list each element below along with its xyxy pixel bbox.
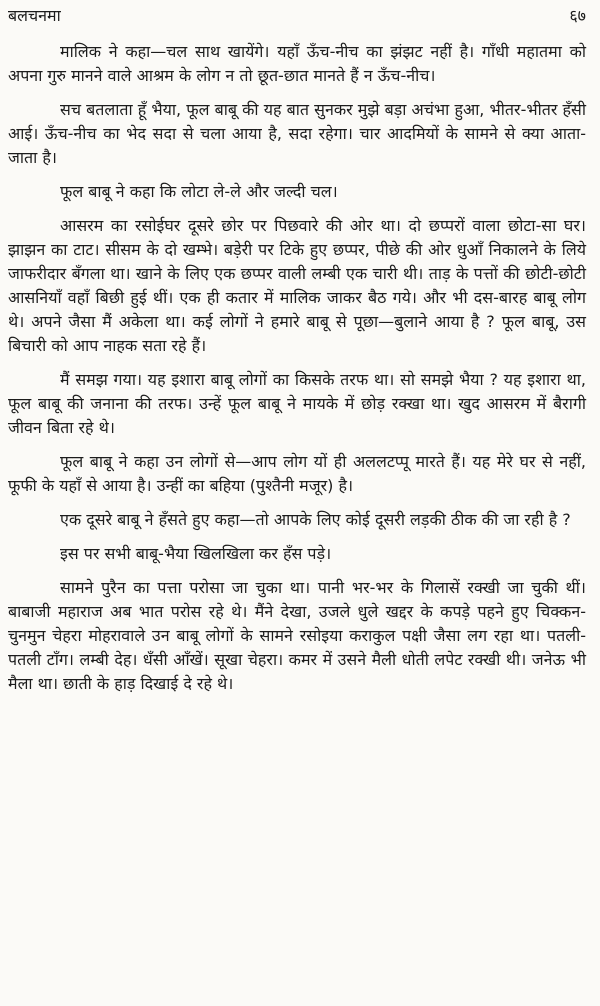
paragraph: इस पर सभी बाबू-भैया खिलखिला कर हँस पड़े। xyxy=(60,544,332,563)
paragraph: फूल बाबू ने कहा उन लोगों से—आप लोग यों ही अललटप्पू मारते हैं। यह मेरे घर से नहीं, फूफी के यहाँ से आया है। उन्हीं का बहिया (पुश्तैनी मजूर) है। xyxy=(8,452,586,495)
paragraph: एक दूसरे बाबू ने हँसते हुए कहा—तो आपके लिए कोई दूसरी लड़की ठीक की जा रही है ? xyxy=(60,510,571,529)
paragraph: मैं समझ गया। यह इशारा बाबू लोगों का किसके तरफ था। सो समझे भैया ? यह इशारा था, फूल बाबू की जनाना की तरफ। उन्हें फूल बाबू ने मायके में छोड़ रक्खा था। खुद आसरम में बैरागी जीवन बिता रहे थे। xyxy=(8,370,586,437)
paragraph: सच बतलाता हूँ भैया, फूल बाबू की यह बात सुनकर मुझे बड़ा अचंभा हुआ, भीतर-भीतर हँसी आई। ऊँच-नीच का भेद सदा से चला आया है, सदा रहेगा। चार आदमियों के सामने से क्या आता-जाता है। xyxy=(8,100,586,167)
running-title: बलचनमा xyxy=(8,6,61,25)
paragraph: सामने पुरैन का पत्ता परोसा जा चुका था। पानी भर-भर के गिलासें रक्खी जा चुकी थीं। बाबाजी महाराज अब भात परोस रहे थे। मैंने देखा, उजले धुले खद्दर के कपड़े पहने हुए चिक्कन-चुनमुन चेहरा मोहरावाले उन बाबू लोगों के सामने रसोइया कराकुल पक्षी जैसा लग रहा था। पतली-पतली टाँग। लम्बी देह। धँसी आँखें। सूखा चेहरा। कमर में उसने मैली धोती लपेट रक्खी थी। जनेऊ भी मैला था। छाती के हाड़ दिखाई दे रहे थे। xyxy=(8,578,586,693)
running-header xyxy=(8,4,586,30)
paragraph: आसरम का रसोईघर दूसरे छोर पर पिछवारे की ओर था। दो छप्परों वाला छोटा-सा घर। झाझन का टाट। सीसम के दो खम्भे। बड़ेरी पर टिके हुए छप्पर, पीछे की ओर धुआँ निकालने के लिये जाफरीदार बँगला था। खाने के लिए एक छप्पर वाली लम्बी एक चारी थी। ताड़ के पत्तों की छोटी-छोटी आसनियाँ वहाँ बिछी हुई थीं। एक ही कतार में मालिक जाकर बैठ गये। और भी दस-बारह बाबू लोग थे। अपने जैसा मैं अकेला था। कई लोगों ने हमारे बाबू से पूछा—बुलाने आया है ? फूल बाबू, उस बिचारी को आप नाहक सता रहे हैं। xyxy=(8,216,586,355)
paragraph: फूल बाबू ने कहा कि लोटा ले-ले और जल्दी चल। xyxy=(60,182,338,201)
page-number: ६७ xyxy=(569,6,586,25)
paragraph: मालिक ने कहा—चल साथ खायेंगे। यहाँ ऊँच-नीच का झंझट नहीं है। गाँधी महातमा को अपना गुरु मानने वाले आश्रम के लोग न तो छूत-छात मानते हैं न ऊँच-नीच। xyxy=(8,42,586,85)
body-text xyxy=(8,40,586,706)
